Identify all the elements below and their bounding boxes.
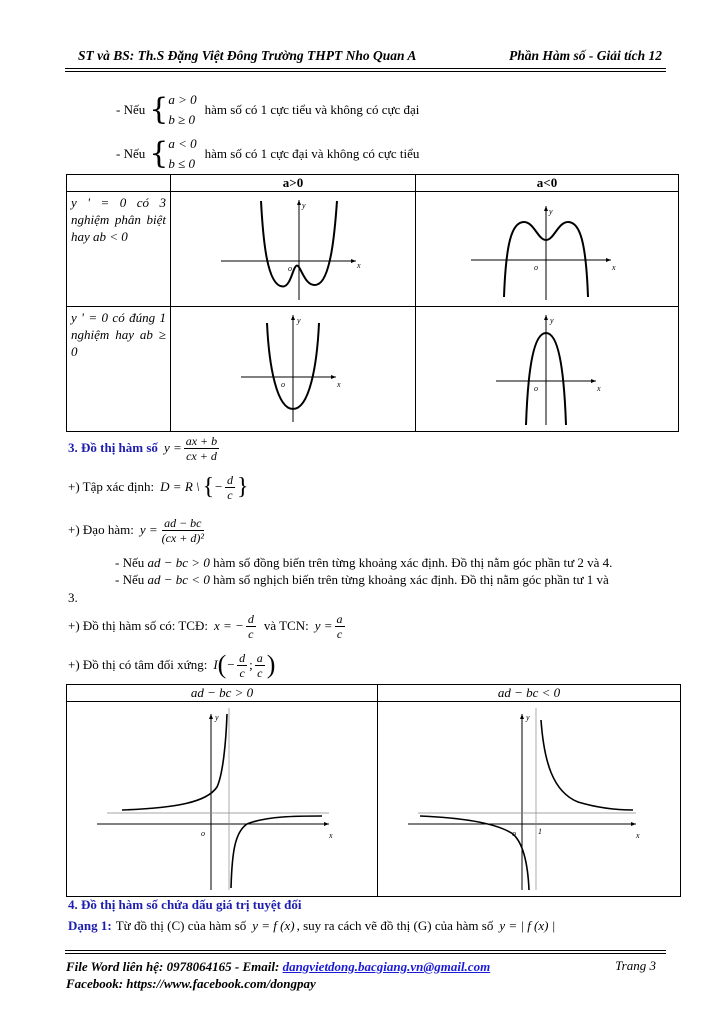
center-I: I	[213, 657, 218, 672]
y-prime: y =	[139, 522, 158, 537]
axis-y-label: y	[550, 316, 554, 325]
va-num: d	[247, 611, 254, 626]
section-3-heading: 3. Đồ thị hàm số	[68, 440, 158, 455]
case-1-prefix: - Nếu	[116, 102, 146, 117]
brace: {	[149, 92, 169, 127]
bullet-2-continued: 3.	[68, 590, 78, 605]
origin-label: o	[201, 829, 205, 838]
domain-label: +) Tập xác định:	[68, 479, 155, 494]
footer	[66, 958, 490, 992]
axis-y-label: y	[302, 201, 306, 210]
case-2-cond-1: a < 0	[168, 136, 197, 151]
footer-rule	[65, 950, 666, 951]
section-3-title	[68, 430, 221, 466]
axis-x-label: x	[597, 384, 601, 393]
asymptote-line	[68, 608, 347, 644]
table2-header-1: ad − bc > 0	[67, 685, 378, 702]
tick-one-label: 1	[538, 827, 542, 836]
table1-row1-label: y ' = 0 có 3 nghiệm phân biệt hay ab < 0	[71, 195, 166, 244]
origin-label: o	[281, 380, 285, 389]
axis-x-label: x	[636, 831, 640, 840]
graph-quartic-a-neg-one-root	[416, 307, 679, 432]
asymptote-and: và TCN:	[263, 618, 309, 633]
minus-sign: −	[226, 657, 236, 672]
dang-1-label: Dạng 1:	[68, 918, 112, 933]
center-label: +) Đồ thị có tâm đối xứng:	[68, 657, 208, 672]
domain-expr: D = R \	[160, 479, 200, 494]
domain-den: c	[227, 487, 233, 502]
footer-line-1	[66, 958, 490, 975]
center-y-den: c	[257, 665, 263, 680]
domain-line	[68, 468, 248, 506]
center-y-fraction	[255, 651, 265, 680]
semicolon: ;	[249, 657, 253, 672]
horizontal-asymptote: y =	[314, 618, 333, 633]
ha-den: c	[336, 626, 343, 641]
domain-fraction	[225, 473, 235, 502]
section-4-title: 4. Đồ thị hàm số chứa dấu giá trị tuyệt đối	[68, 897, 302, 912]
axis-y-label: y	[549, 207, 553, 216]
footer-line-2: Facebook: https://www.facebook.com/dongpay	[66, 976, 316, 991]
vertical-asymptote: x = −	[213, 618, 244, 633]
graph-rational-decreasing	[378, 702, 681, 897]
center-y-num: a	[256, 650, 263, 665]
center-x-num: d	[239, 650, 246, 665]
bullet-1-prefix: - Nếu	[115, 555, 145, 570]
domain-num: d	[226, 472, 233, 487]
graph-quartic-a-pos-three-roots	[171, 192, 416, 307]
dang-1-g: y = | f (x) |	[499, 918, 556, 933]
header-right: Phần Hàm số - Giải tích 12	[508, 48, 662, 63]
footer-contact: File Word liên hệ: 0978064165 - Email:	[66, 959, 280, 974]
center-x-fraction	[237, 651, 247, 680]
graph-quartic-a-neg-three-roots	[416, 192, 679, 307]
origin-label: o	[288, 264, 292, 273]
asymptote-label: +) Đồ thị hàm số có: TCĐ:	[68, 618, 208, 633]
center-line	[68, 646, 275, 684]
case-1-text: hàm số có 1 cực tiểu và không có cực đại	[204, 102, 420, 117]
dang-1-f: y = f (x)	[252, 918, 295, 933]
bullet-1	[115, 555, 612, 571]
header-rule-2	[65, 71, 666, 72]
page-number: Trang 3	[615, 958, 656, 973]
quartic-graph-table	[66, 174, 679, 432]
minus-sign: −	[214, 479, 223, 494]
section-3-fraction	[184, 434, 219, 463]
case-2-cond-2: b ≤ 0	[168, 156, 195, 171]
brace-open: {	[202, 473, 215, 500]
header-rule	[65, 68, 666, 69]
bullet-2	[115, 572, 609, 588]
derivative-den: (cx + d)²	[161, 530, 204, 545]
derivative-label: +) Đạo hàm:	[68, 522, 134, 537]
brace: {	[149, 136, 169, 171]
case-1-cond-2: b ≥ 0	[168, 112, 195, 127]
paren-open: (	[217, 650, 227, 679]
axis-y-label: y	[297, 316, 301, 325]
paren-close: )	[266, 650, 276, 679]
bullet-1-math: ad − bc > 0	[147, 555, 210, 570]
origin-label: o	[534, 384, 538, 393]
section-3-y: y =	[163, 440, 182, 455]
page-header	[78, 48, 662, 64]
axis-x-label: x	[329, 831, 333, 840]
origin-label: o	[534, 263, 538, 272]
axis-x-label: x	[612, 263, 616, 272]
graph-rational-increasing	[67, 702, 378, 897]
case-2-text: hàm số có 1 cực đại và không có cực tiểu	[204, 146, 420, 161]
table2-header-2: ad − bc < 0	[378, 685, 681, 702]
case-2	[116, 132, 419, 176]
dang-1-text: Từ đồ thị (C) của hàm số	[115, 918, 247, 933]
center-x-den: c	[239, 665, 245, 680]
derivative-line	[68, 508, 208, 552]
va-den: c	[248, 626, 254, 641]
footer-email-link[interactable]: dangvietdong.bacgiang.vn@gmail.com	[282, 959, 491, 974]
table1-corner	[67, 175, 171, 192]
origin-label: o	[512, 829, 516, 838]
axis-y-label: y	[526, 713, 530, 722]
graph-quartic-a-pos-one-root	[171, 307, 416, 432]
fraction-denominator: cx + d	[186, 448, 217, 463]
footer-rule-2	[65, 953, 666, 954]
bullet-2-text: hàm số nghịch biến trên từng khoảng xác định. Đồ thị nằm góc phần tư 1 và	[213, 572, 609, 587]
axis-x-label: x	[357, 261, 361, 270]
case-2-prefix: - Nếu	[116, 146, 146, 161]
dang-1	[68, 915, 555, 937]
fraction-numerator: ax + b	[185, 433, 218, 448]
derivative-fraction	[160, 516, 206, 545]
horizontal-asymptote-fraction	[335, 612, 345, 641]
case-1-conditions	[168, 90, 196, 130]
bullet-1-text: hàm số đồng biến trên từng khoảng xác định. Đồ thị nằm góc phần tư 2 và 4.	[213, 555, 613, 570]
brace-close: }	[236, 473, 249, 500]
table1-header-a-neg: a<0	[416, 175, 679, 192]
header-left: ST và BS: Th.S Đặng Việt Đông Trường THPT Nho Quan A	[78, 48, 417, 63]
table1-header-a-pos: a>0	[171, 175, 416, 192]
rational-graph-table	[66, 684, 681, 897]
case-2-conditions	[168, 134, 196, 174]
vertical-asymptote-fraction	[246, 612, 256, 641]
dang-1-text-2: , suy ra cách vẽ đồ thị (G) của hàm số	[296, 918, 494, 933]
axis-y-label: y	[215, 713, 219, 722]
table1-row2-label: y ' = 0 có đúng 1 nghiệm hay ab ≥ 0	[71, 310, 166, 359]
case-1-cond-1: a > 0	[168, 92, 197, 107]
derivative-num: ad − bc	[164, 515, 202, 530]
bullet-2-prefix: - Nếu	[115, 572, 145, 587]
ha-num: a	[336, 611, 343, 626]
bullet-2-math: ad − bc < 0	[147, 572, 210, 587]
case-1	[116, 88, 419, 132]
axis-x-label: x	[337, 380, 341, 389]
